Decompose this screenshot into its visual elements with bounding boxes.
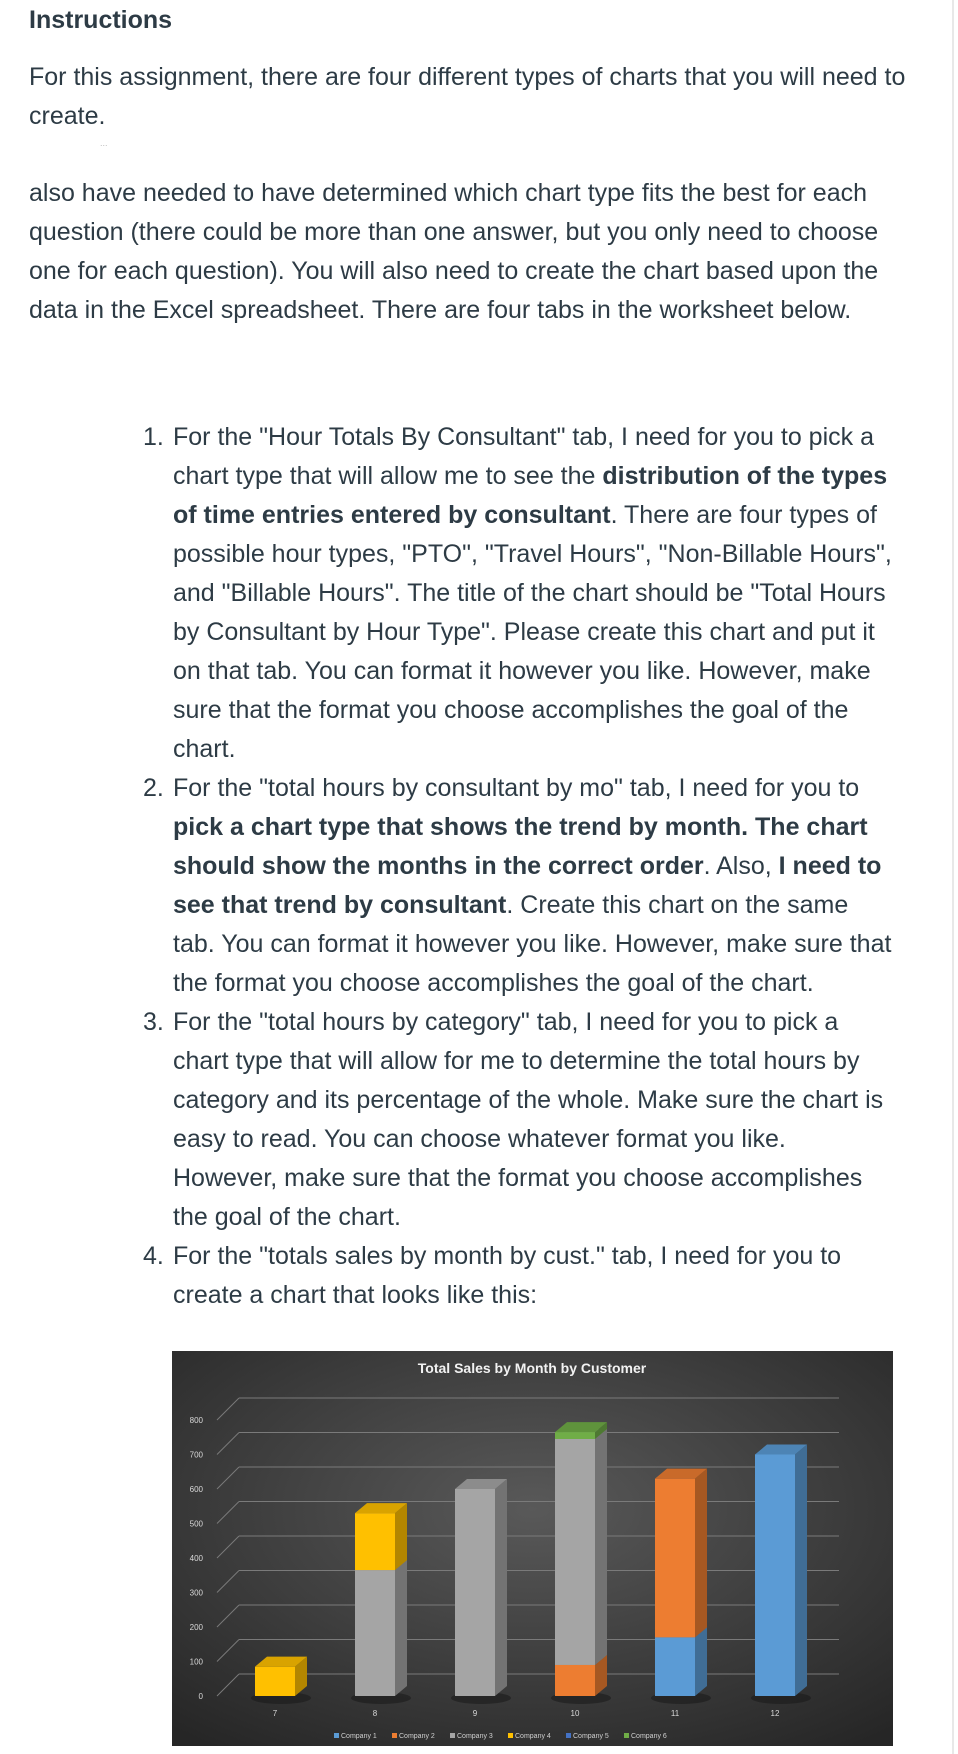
question-list — [143, 418, 893, 1315]
legend-label: Company 1 — [341, 1733, 377, 1740]
legend-item — [508, 1733, 551, 1740]
bar-segment-front — [555, 1665, 595, 1696]
y-axis-ticks — [190, 1416, 204, 1701]
x-tick-label: 12 — [770, 1709, 780, 1718]
legend-swatch — [508, 1733, 513, 1738]
y-tick-label: 200 — [189, 1623, 203, 1632]
bar-segment-front — [355, 1513, 395, 1570]
question-text: For the "Hour Totals By Consultant" tab, I need for you to pick a chart type that will allow me to see the — [173, 423, 874, 490]
bar-segment-side — [395, 1560, 407, 1696]
bar-segment-side — [395, 1503, 407, 1570]
question-number: 1. — [143, 423, 164, 451]
bar-segment-front — [655, 1479, 695, 1638]
question-text: For the "total hours by category" tab, I need for you to pick a chart type that will allow for me to determine the total hours by category and its percentage of the whole. Make sure the chart is easy to read. You can choose whatever format you like. However, make sure that the format you choose accomplishes the goal of the chart. — [173, 1008, 884, 1231]
intro-paragraph-1: For this assignment, there are four different types of charts that you will need to create. — [29, 63, 906, 130]
legend-swatch — [392, 1733, 397, 1738]
y-tick-label: 600 — [189, 1485, 203, 1494]
legend-label: Company 5 — [573, 1733, 609, 1740]
legend-swatch — [566, 1733, 571, 1738]
page-edge-line — [952, 0, 954, 1754]
bar-segment-side — [595, 1429, 607, 1665]
question-emphasis: I need to see that trend by consultant — [173, 852, 882, 919]
legend-label: Company 2 — [399, 1733, 435, 1740]
question-text: . There are four types of possible hour types, "PTO", "Travel Hours", "Non-Billable Hours", and "Billable Hours". The title of the chart should be "Total Hours by Consultant by Hour Type". Please create this chart and put it on that tab. You can format it however you like. However, make sure that the format you choose accomplishes the goal of the chart. — [173, 501, 892, 763]
legend-item — [624, 1733, 667, 1740]
bar-segment-side — [695, 1469, 707, 1638]
question-emphasis: distribution of the types of time entries entered by consultant — [173, 462, 888, 529]
bar-segment-side — [495, 1479, 507, 1696]
question-emphasis: pick a chart type that shows the trend by month. The chart should show the months in the correct order — [173, 813, 868, 880]
x-tick-label: 8 — [372, 1709, 378, 1718]
question-number: 3. — [143, 1008, 164, 1036]
bar-segment — [655, 1469, 707, 1638]
bar-segment-side — [695, 1627, 707, 1696]
bar-segment-front — [255, 1667, 295, 1696]
y-tick-label: 700 — [189, 1450, 203, 1460]
question-text: For the "totals sales by month by cust." tab, I need for you to create a chart that looks like this: — [173, 1242, 842, 1309]
bar-segment-front — [355, 1570, 395, 1696]
y-tick-label: 800 — [189, 1416, 203, 1425]
question-number: 2. — [143, 774, 164, 802]
bar-segment-front — [755, 1455, 795, 1697]
x-tick-label: 10 — [570, 1709, 580, 1718]
question-item-1 — [143, 418, 893, 769]
legend-label: Company 4 — [515, 1733, 551, 1740]
y-tick-label: 300 — [189, 1588, 203, 1598]
bar-segment — [355, 1560, 407, 1696]
legend-item — [334, 1733, 377, 1740]
bar-segment — [655, 1627, 707, 1696]
x-tick-label: 7 — [272, 1709, 278, 1718]
bar-segment — [255, 1657, 307, 1696]
stacked-bar-chart — [172, 1351, 893, 1746]
question-text: . Create this chart on the same tab. You can format it however you like. However, make sure that the format you choose accomplishes the goal of the chart. — [173, 891, 892, 997]
y-tick-label: 400 — [189, 1554, 203, 1563]
y-tick-label: 500 — [189, 1519, 203, 1529]
bar-segment — [555, 1429, 607, 1665]
question-item-3 — [143, 1003, 893, 1237]
legend-label: Company 3 — [457, 1733, 493, 1740]
legend-item — [566, 1733, 609, 1740]
question-text: . Also, — [703, 852, 779, 880]
chart-title: Total Sales by Month by Customer — [417, 1360, 647, 1376]
question-item-2 — [143, 769, 893, 1003]
instructions-heading: Instructions — [29, 6, 173, 34]
y-tick-label: 0 — [198, 1692, 203, 1701]
bar-segment — [755, 1445, 807, 1697]
legend-item — [392, 1733, 435, 1740]
question-item-4 — [143, 1237, 893, 1315]
y-tick-label: 100 — [189, 1657, 203, 1667]
bar-segment-front — [555, 1432, 595, 1439]
legend-swatch — [450, 1733, 455, 1738]
intro-paragraph-2: also have needed to have determined which chart type fits the best for each question (there could be more than one answer, but you only need to choose one for each question). You will also need to create the chart based upon the data in the Excel spreadsheet. There are four tabs in the worksheet below. — [29, 179, 879, 324]
legend-swatch — [624, 1733, 629, 1738]
bar-segment-front — [555, 1439, 595, 1665]
bar-segment-front — [455, 1489, 495, 1696]
legend-label: Company 6 — [631, 1733, 667, 1740]
question-number: 4. — [143, 1242, 164, 1270]
bar-segment-side — [795, 1445, 807, 1697]
ellipsis-fragment: ... — [100, 138, 108, 148]
legend-item — [450, 1733, 493, 1740]
sales-chart-image — [172, 1351, 893, 1746]
x-tick-label: 11 — [670, 1709, 680, 1718]
legend-swatch — [334, 1733, 339, 1738]
x-tick-label: 9 — [472, 1709, 478, 1718]
question-text: For the "total hours by consultant by mo" tab, I need for you to — [173, 774, 860, 802]
bar-segment-front — [655, 1637, 695, 1696]
bar-segment — [455, 1479, 507, 1696]
bar-segment — [355, 1503, 407, 1570]
